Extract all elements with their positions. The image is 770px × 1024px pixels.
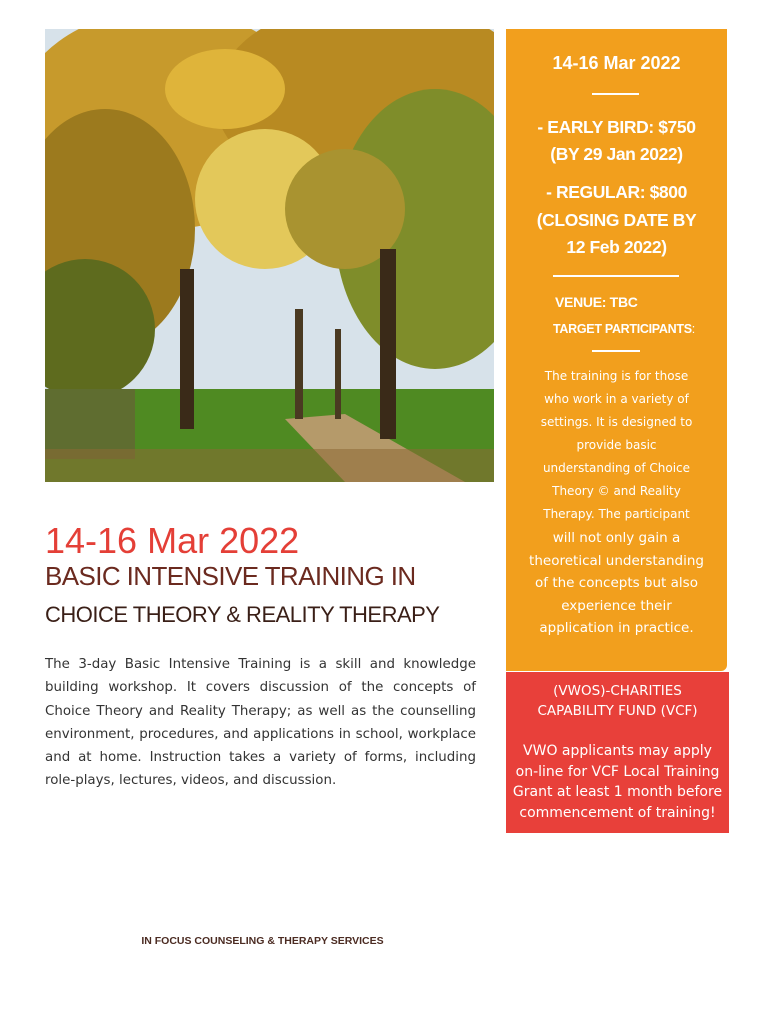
autumn-park-photo <box>45 29 494 482</box>
target-description-continued: will not only gain a theoretical understanding of the concepts but also experience their application in practice. <box>529 530 704 636</box>
vcf-funding-box <box>506 672 729 833</box>
divider <box>592 93 639 95</box>
early-bird-price: - EARLY BIRD: $750 <box>537 117 696 137</box>
divider <box>592 350 640 352</box>
closing-date-line2: 12 Feb 2022) <box>566 237 667 257</box>
organization-footer: IN FOCUS COUNSELING & THERAPY SERVICES <box>141 935 384 947</box>
main-date-heading: 14-16 Mar 2022 <box>45 520 300 561</box>
venue-label: VENUE: TBC <box>555 294 638 310</box>
course-description: The 3-day Basic Intensive Training is a skill and knowledge building workshop. It covers discussion of the concepts of Choice Theory and Reality Therapy; as well as the counselling environment, procedures, and applications in school, workplace and at home. Instruction takes a variety of forms, including role-plays, lectures, videos, and discussion. <box>45 657 476 789</box>
early-bird-deadline: (BY 29 Jan 2022) <box>550 144 683 164</box>
event-info-panel <box>506 29 727 671</box>
target-participants-label: TARGET PARTICIPANTS: <box>553 322 695 336</box>
target-description: The training is for those who work in a variety of settings. It is designed to provide basic understanding of Choice Theory © and Reality Therapy. The participant <box>540 369 693 521</box>
vcf-title: (VWOS)-CHARITIES CAPABILITY FUND (VCF) <box>537 683 698 719</box>
vcf-body: VWO applicants may apply on-line for VCF Local Training Grant at least 1 month before commencement of training! <box>512 743 723 821</box>
course-title-line1: BASIC INTENSIVE TRAINING IN <box>45 561 416 591</box>
course-title-line2: CHOICE THEORY & REALITY THERAPY <box>45 602 440 627</box>
regular-price: - REGULAR: $800 <box>546 182 687 202</box>
sidebar-date: 14-16 Mar 2022 <box>552 53 681 73</box>
divider <box>553 275 679 277</box>
closing-date-line1: (CLOSING DATE BY <box>536 210 697 230</box>
